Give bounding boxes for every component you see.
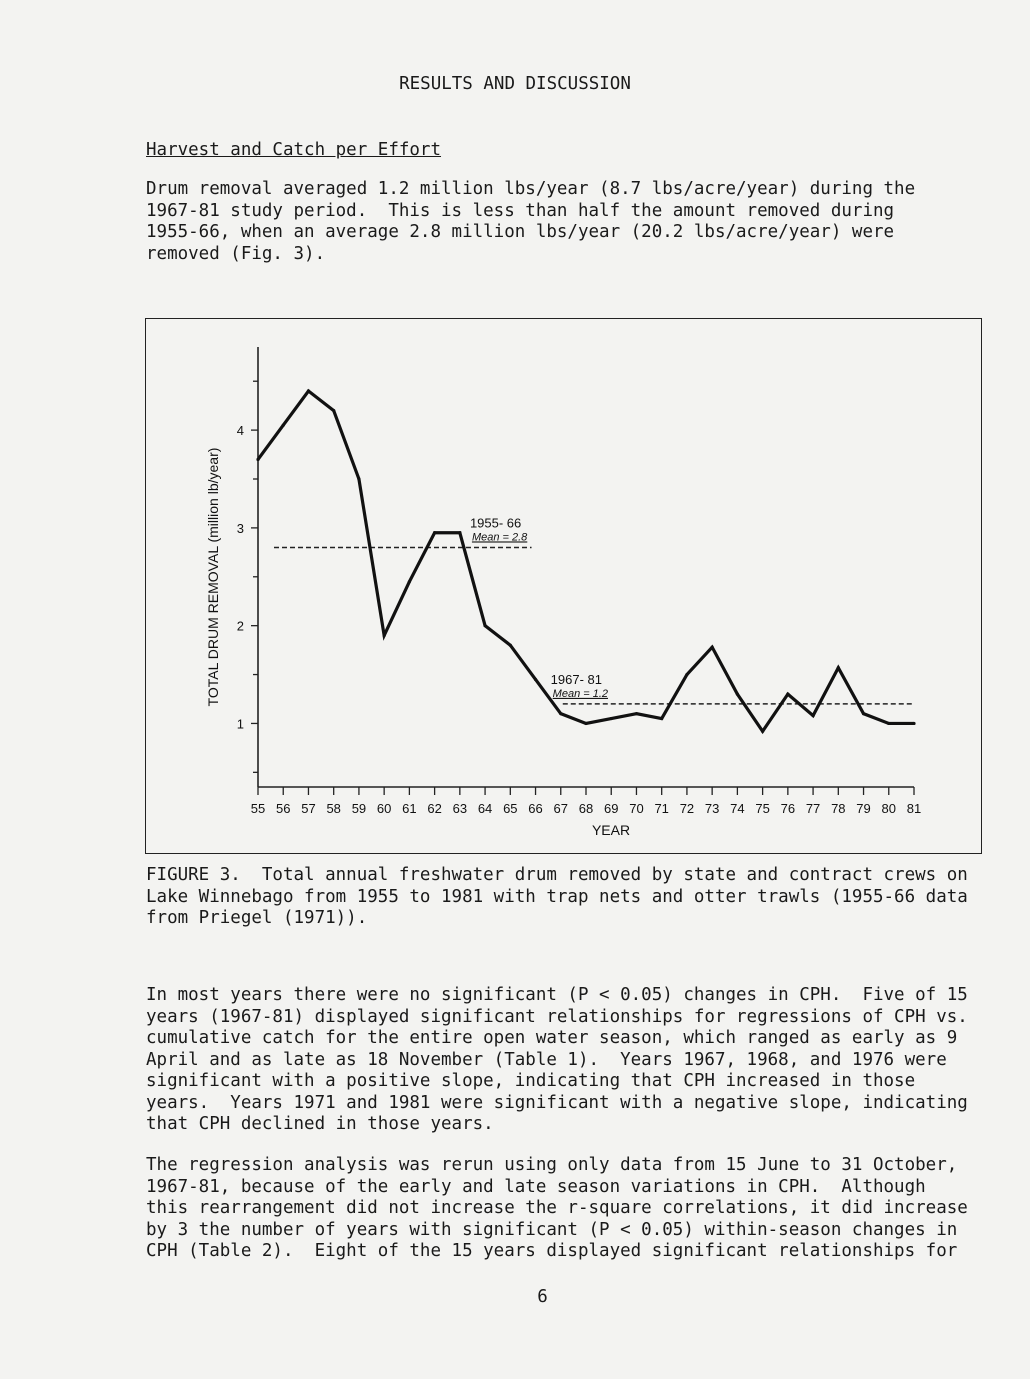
data-point (433, 531, 436, 534)
data-point (256, 458, 259, 461)
x-tick-label: 62 (427, 801, 442, 816)
x-tick-label: 64 (477, 801, 493, 816)
data-point (584, 722, 587, 725)
paragraph-harvest: Drum removal averaged 1.2 million lbs/year (8.7 lbs/acre/year) during the 1967-81 study period. This is less than half the amount removed during 1955-66, when an average 2.8 million lbs/year (20.2 lbs/acre/year) were removed (Fig. 3). (146, 179, 916, 264)
paragraph-regression: The regression analysis was rerun using only data from 15 June to 31 October, 1967-81, because of the early and late season variations in CPH. Although this rearrangement did not increase the r-square correlations, it did increase by 3 the number of years with significant (P < 0.05) within-season changes in CPH (Table 2). Eight of the 15 years displayed significant relationships for (146, 1155, 968, 1261)
x-tick-label: 66 (528, 801, 543, 816)
data-point (483, 624, 486, 627)
chart-labels (205, 448, 630, 838)
figure-caption: FIGURE 3. Total annual freshwater drum removed by state and contract crews on Lake Winnebago from 1955 to 1981 with trap nets and otter trawls (1955-66 data from Priegel (1971)). (146, 865, 968, 928)
data-point (862, 712, 865, 715)
x-tick-label: 57 (301, 801, 316, 816)
x-tick-label: 78 (831, 801, 846, 816)
data-point (282, 424, 285, 427)
data-point (736, 693, 739, 696)
paragraph-cph: In most years there were no significant (P < 0.05) changes in CPH. Five of 15 years (1967-81) displayed significant relationships for regressions of CPH vs. cumulative catch for the entire open water season, which ranged as early as 9 April and as late as 18 November (Table 1). Years 1967, 1968, and 1976 were significant with a positive slope, indicating that CPH increased in those years. Years 1971 and 1981 were significant with a negative slope, indicating that CPH declined in those years. (146, 985, 968, 1134)
y-tick-label: 4 (236, 423, 244, 439)
x-tick-label: 61 (402, 801, 417, 816)
data-point (509, 644, 512, 647)
x-tick-label: 77 (805, 801, 821, 816)
subsection-heading: Harvest and Catch per Effort (146, 140, 442, 160)
data-point (408, 580, 411, 583)
y-tick-label: 1 (236, 716, 244, 732)
x-tick-label: 65 (503, 801, 518, 816)
x-axis-title: YEAR (591, 822, 631, 838)
y-axis-title: TOTAL DRUM REMOVAL (million lb/year) (205, 447, 221, 707)
data-point (837, 666, 840, 669)
x-tick-label: 60 (376, 801, 392, 816)
data-point (383, 634, 386, 637)
data-point (711, 646, 714, 649)
data-point (887, 722, 890, 725)
y-tick-label: 2 (236, 618, 244, 634)
x-tick-label: 71 (654, 801, 669, 816)
mean-value-label: Mean = 2.8 (471, 531, 528, 544)
x-tick-label: 80 (881, 801, 897, 816)
x-tick-label: 63 (452, 801, 468, 816)
data-point (635, 712, 638, 715)
data-point (458, 531, 461, 534)
x-tick-label: 56 (275, 801, 291, 816)
x-tick-label: 73 (704, 801, 720, 816)
data-point (610, 717, 613, 720)
x-tick-label: 72 (679, 801, 695, 816)
figure-3-frame (145, 318, 982, 854)
y-tick-label: 3 (236, 520, 244, 536)
mean-value-label: Mean = 1.2 (552, 687, 609, 700)
mean-period-label: 1955- 66 (469, 515, 522, 531)
x-tick-label: 69 (603, 801, 619, 816)
data-point (761, 730, 764, 733)
x-tick-label: 76 (780, 801, 796, 816)
data-point (357, 477, 360, 480)
x-tick-label: 68 (578, 801, 594, 816)
x-tick-label: 59 (351, 801, 367, 816)
data-point (332, 409, 335, 412)
x-tick-label: 55 (250, 801, 266, 816)
chart-axes (237, 347, 921, 816)
x-tick-label: 70 (629, 801, 644, 816)
data-point (786, 693, 789, 696)
data-point (307, 389, 310, 392)
data-point (559, 712, 562, 715)
x-tick-label: 75 (755, 801, 770, 816)
data-point (660, 717, 663, 720)
drum-removal-chart (146, 319, 980, 852)
x-tick-label: 58 (326, 801, 341, 816)
page-number: 6 (537, 1287, 548, 1307)
x-tick-label: 67 (553, 801, 569, 816)
data-point (811, 714, 814, 717)
x-tick-label: 74 (730, 801, 745, 816)
data-point (685, 673, 688, 676)
x-tick-label: 79 (856, 801, 871, 816)
data-point (912, 722, 915, 725)
mean-period-label: 1967- 81 (550, 671, 603, 687)
section-heading: RESULTS AND DISCUSSION (399, 74, 631, 94)
x-tick-label: 81 (906, 801, 922, 816)
data-point (534, 678, 537, 681)
